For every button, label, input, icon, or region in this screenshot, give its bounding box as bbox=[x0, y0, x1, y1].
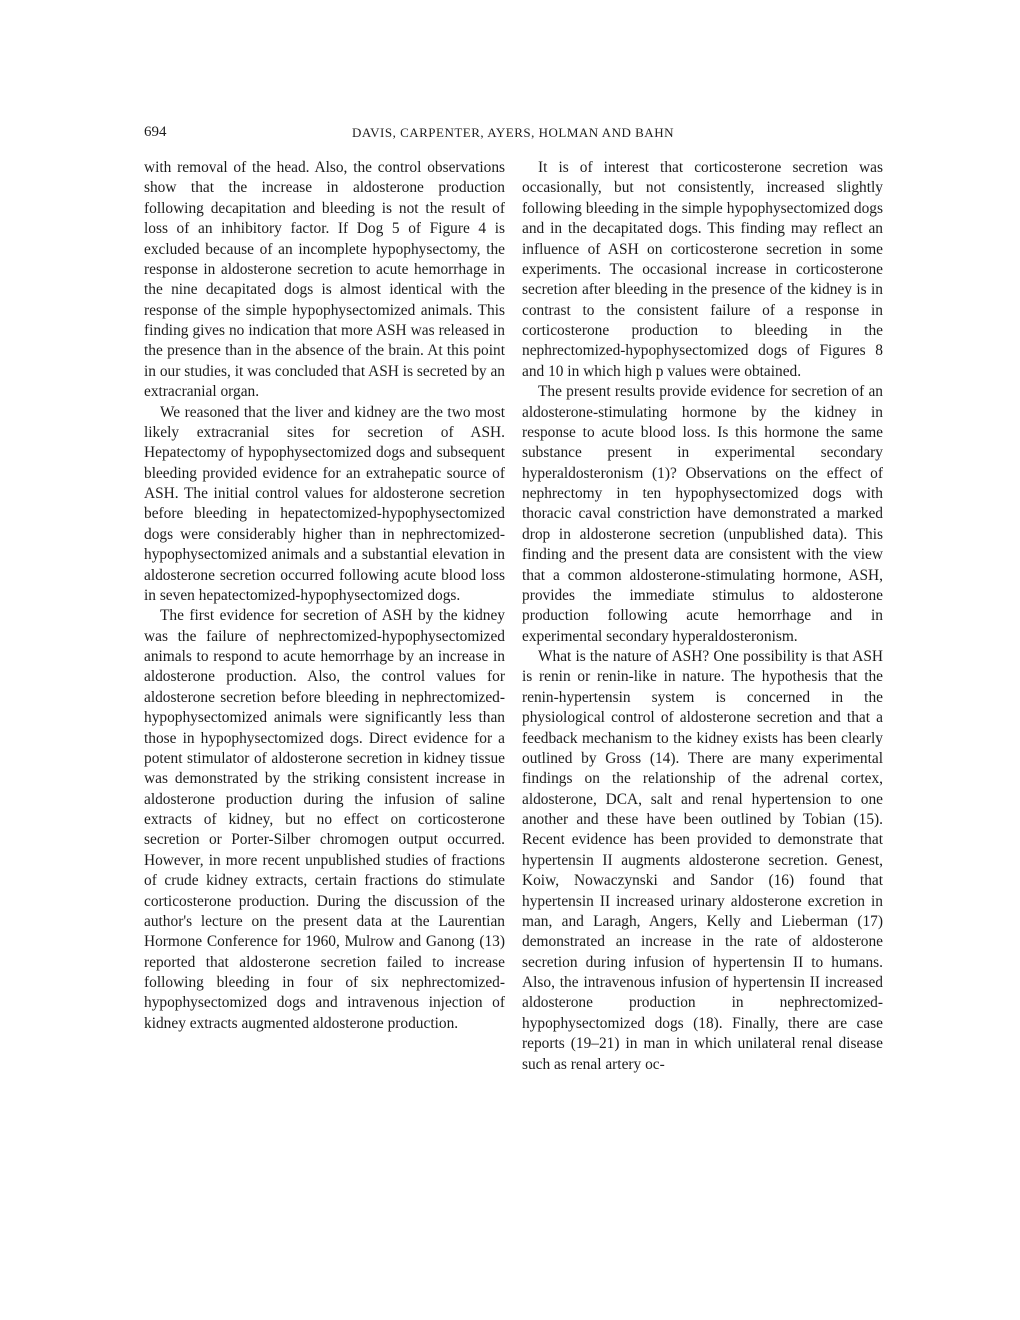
paragraph: It is of interest that corticosterone secretion was occasionally, but not consistently, increased slightly following bleeding in the simple hypophysectomized dogs and in the decapitated dogs. This finding may reflect an influence of ASH on corticosterone secretion in some experiments. The occasional increase in corticosterone secretion after bleeding in the presence of the kidney is in contrast to the consistent failure of a response in corticosterone production to bleeding in the nephrectomized-hypophysectomized dogs of Figures 8 and 10 in which high p values were obtained. bbox=[522, 159, 883, 380]
page-header bbox=[144, 124, 882, 144]
running-head-authors: DAVIS, CARPENTER, AYERS, HOLMAN AND BAHN bbox=[352, 125, 674, 140]
paragraph-continues: What is the nature of ASH? One possibility is that ASH is renin or renin-like in nature. The hypothesis that the renin-hypertensin system is concerned in the physiological control of aldosterone secretion and that a feedback mechanism to the kidney exists has been clearly outlined by Gross (14). There are many experimental findings on the relationship of the adrenal cortex, aldosterone, DCA, salt and renal hypertension to one another and these have been outlined by Tobian (15). Recent evidence has been provided to demonstrate that hypertensin II augments aldosterone secretion. Genest, Koiw, Nowaczynski and Sandor (16) found that hypertensin II increased urinary aldosterone excretion in man, and Laragh, Angers, Kelly and Lieberman (17) demonstrated an increase in the rate of aldosterone secretion during infusion of hypertensin II to humans. Also, the intravenous infusion of hypertensin II increased aldosterone production in nephrectomized-hypophysectomized dogs (18). Finally, there are case reports (19–21) in man in which unilateral renal disease such as renal artery oc- bbox=[522, 648, 883, 1073]
paragraph: The present results provide evidence for secretion of an aldosterone-stimulating hormone by the kidney in response to acute blood loss. Is this hormone the same substance present in experimental secondary hyperaldosteronism (1)? Observations on the effect of nephrectomy in ten hypophysectomized dogs with thoracic caval constriction have demonstrated a marked drop in aldosterone secretion (unpublished data). This finding and the present data are consistent with the view that a common aldosterone-stimulating hormone, ASH, provides the immediate stimulus to aldosterone production following acute hemorrhage and in experimental secondary hyperaldosteronism. bbox=[522, 383, 883, 645]
paragraph-continued: with removal of the head. Also, the control observations show that the increase in aldosterone production following decapitation and bleeding is not the result of loss of an inhibitory factor. If Dog 5 of Figure 4 is excluded because of an incomplete hypophysectomy, the response in aldosterone secretion to acute hemorrhage in the nine decapitated dogs is almost identical with the response of the simple hypophysectomized animals. This finding gives no indication that more ASH was released in the presence than in the absence of the brain. At this point in our studies, it was concluded that ASH is secreted by an extracranial organ. bbox=[144, 159, 505, 401]
paragraph: The first evidence for secretion of ASH by the kidney was the failure of nephrectomized-hypophysectomized animals to respond to acute hemorrhage by an increase in aldosterone production. Also, the control values for aldosterone secretion before bleeding in nephrectomized-hypophysectomized animals were significantly less than those in hypophysectomized dogs. Direct evidence for a potent stimulator of aldosterone secretion in kidney tissue was demonstrated by the striking consistent increase in aldosterone production during the infusion of saline extracts of kidney, but no effect on corticosterone secretion or Porter-Silber chromogen output occurred. However, in more recent unpublished studies of fractions of crude kidney extracts, certain fractions do stimulate corticosterone production. During the discussion of the author's lecture on the present data at the Laurentian Hormone Conference for 1960, Mulrow and Ganong (13) reported that aldosterone secretion failed to increase following bleeding in four of six nephrectomized-hypophysectomized dogs and intravenous injection of kidney extracts augmented aldosterone production. bbox=[144, 607, 505, 1032]
page-number: 694 bbox=[144, 124, 167, 140]
right-column bbox=[522, 158, 883, 1075]
left-column bbox=[144, 158, 505, 1034]
paragraph: We reasoned that the liver and kidney are the two most likely extracranial sites for secretion of ASH. Hepatectomy of hypophysectomized dogs and subsequent bleeding provided evidence for an extrahepatic source of ASH. The initial control values for aldosterone secretion before bleeding in hepatectomized-hypophysectomized dogs were considerably higher than in nephrectomized-hypophysectomized animals and a substantial elevation in aldosterone secretion occurred following acute blood loss in seven hepatectomized-hypophysectomized dogs. bbox=[144, 403, 505, 604]
